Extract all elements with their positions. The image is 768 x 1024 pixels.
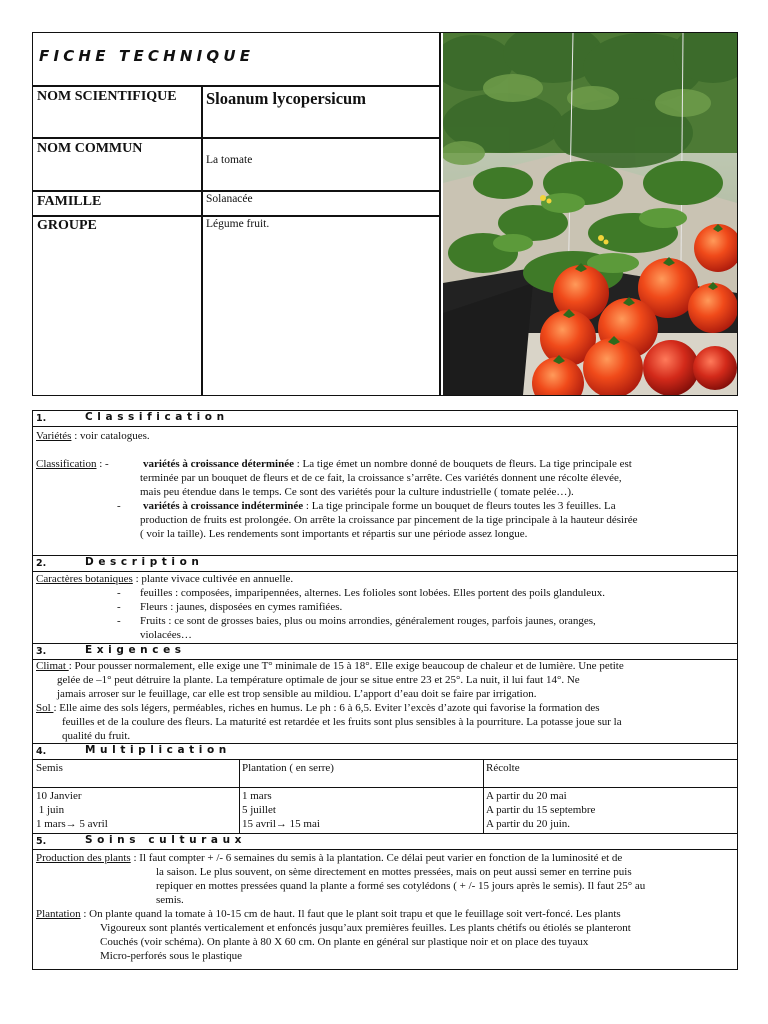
row-divider (33, 85, 439, 87)
table-header-divider (33, 787, 737, 788)
varietes-line (36, 429, 150, 443)
determinate-line: terminée par un bouquet de fleurs et de ce fait, la croissance s’arrête. Ces variétés donnent une récolte élevée, (140, 472, 622, 484)
section-header-exigences (33, 644, 737, 660)
sol-line: feuilles et de la coulure des fleurs. La maturité est retardée et les fruits sont plus sensibles à la pourriture. La potasse joue sur la (62, 716, 622, 728)
table-cell: A partir du 20 juin. (486, 818, 571, 830)
indeterminate-title: variétés à croissance indéterminée (143, 500, 304, 512)
column-header-recolte: Récolte (486, 762, 520, 774)
list-item: Fruits : ce sont de grosses baies, plus ou moins arrondies, généralement rouges, parfois jaunes, oranges, (140, 615, 596, 627)
indeterminate-line (143, 499, 616, 513)
scientific-name-label: NOM SCIENTIFIQUE (37, 89, 177, 104)
group-value: Légume fruit. (206, 218, 270, 230)
production-line: semis. (156, 894, 184, 906)
determinate-text: : La tige émet un nombre donné de bouquets de fleurs. La tige principale est (294, 458, 632, 470)
plantation-line (36, 907, 621, 921)
section-number: 1. (36, 413, 47, 424)
row-divider (33, 215, 439, 217)
table-cell: A partir du 20 mai (486, 790, 567, 802)
table-cell: 1 juin (36, 804, 65, 816)
determinate-line (143, 457, 632, 471)
bullet-dash: - (117, 587, 121, 599)
climat-line (36, 659, 624, 673)
header-table (32, 32, 738, 396)
section-title: Exigences (85, 644, 186, 656)
varietes-label: Variétés (36, 430, 72, 442)
indeterminate-line: ( voir la taille). Les rendements sont importants et répartis sur une période assez longue. (140, 528, 528, 540)
determinate-title: variétés à croissance déterminée (143, 458, 294, 470)
family-value: Solanacée (206, 193, 253, 205)
section-number: 4. (36, 746, 47, 757)
classification-dash: : - (96, 458, 109, 470)
section-number: 2. (36, 558, 47, 569)
row-divider (33, 137, 439, 139)
list-item-continuation: violacées… (140, 629, 192, 641)
row-divider (33, 190, 439, 192)
plantation-label: Plantation (36, 908, 81, 920)
list-item: feuilles : composées, imparipennées, alternes. Les folioles sont lobées. Elles portent des poils glanduleux. (140, 587, 605, 599)
botanical-label: Caractères botaniques (36, 573, 133, 585)
botanical-intro: : plante vivace cultivée en annuelle. (132, 573, 294, 585)
bullet-dash: - (117, 615, 121, 627)
tomato-plant-photo (443, 33, 737, 395)
section-title: Classification (85, 411, 229, 423)
list-item: Fleurs : jaunes, disposées en cymes ramifiées. (140, 601, 343, 613)
plantation-line: Couchés (voir schéma). On plante à 80 X 60 cm. On plante en général sur plastique noir et on place des tuyaux (100, 936, 589, 948)
climat-line: gelée de –1° peut détruire la plante. La température optimale de jour se situe entre 23 et 25°. La nuit, il lui faut 14°. Ne (57, 674, 580, 686)
scientific-name-value: Sloanum lycopersicum (206, 89, 366, 108)
table-cell: 1 mars (242, 790, 272, 802)
indeterminate-text: : La tige principale forme un bouquet de fleurs toutes les 3 feuilles. La (303, 500, 616, 512)
production-line: repiquer en mottes pressées quand la plante a formé ses cotylédons ( + /- 15 jours après le semis). Il faut 25° au (156, 880, 646, 892)
classification-line (36, 457, 109, 471)
production-text: : Il faut compter + /- 6 semaines du semis à la plantation. Ce délai peut varier en fonction de la luminosité et de (130, 852, 623, 864)
sol-text: : Elle aime des sols légers, perméables, riches en humus. Le ph : 6 à 6,5. Eviter l’excès d’azote qui favorise la formation des (53, 702, 600, 714)
section-number: 5. (36, 836, 47, 847)
group-label: GROUPE (37, 218, 97, 233)
varietes-text: : voir catalogues. (71, 430, 150, 442)
section-header-classification (33, 411, 737, 427)
section-title: Description (85, 556, 204, 568)
bullet-dash: - (117, 601, 121, 613)
indeterminate-line: production de fruits est prolongée. On arrête la croissance par pincement de la tige principale à la hauteur désirée (140, 514, 638, 526)
climat-line: jamais arroser sur le feuillage, car elle est trop sensible au mildiou. L’apport d’eau doit se faire par irrigation. (57, 688, 537, 700)
content-table (32, 410, 738, 970)
label-column-divider (201, 86, 203, 395)
section-number: 3. (36, 646, 47, 657)
table-cell: 1 mars→ 5 avril (36, 818, 108, 830)
section-title: Soins culturaux (85, 834, 247, 846)
photo-column-divider (439, 33, 441, 395)
botanical-line (36, 572, 293, 586)
table-cell: A partir du 15 septembre (486, 804, 596, 816)
sol-line (36, 701, 600, 715)
table-cell: 10 Janvier (36, 790, 82, 802)
sol-label: Sol (36, 702, 54, 714)
column-header-plantation: Plantation ( en serre) (242, 762, 334, 774)
table-cell: 15 avril→ 15 mai (242, 818, 320, 830)
family-label: FAMILLE (37, 194, 102, 209)
tomato-plant-illustration (443, 33, 737, 395)
section-header-soins (33, 834, 737, 850)
table-column-divider (483, 759, 484, 833)
common-name-label: NOM COMMUN (37, 141, 143, 156)
column-header-semis: Semis (36, 762, 63, 774)
section-title: Multiplication (85, 744, 231, 756)
plantation-text: : On plante quand la tomate à 10-15 cm de haut. Il faut que le plant soit trapu et que le feuillage soit vert-foncé. Les plants (80, 908, 621, 920)
climat-label: Climat (36, 660, 69, 672)
common-name-value: La tomate (206, 154, 253, 166)
section-header-multiplication (33, 744, 737, 760)
plantation-line: Micro-perforés sous le plastique (100, 950, 243, 962)
section-header-description (33, 556, 737, 572)
bullet-dash: - (117, 500, 121, 512)
sol-line: qualité du fruit. (62, 730, 131, 742)
classification-label: Classification (36, 458, 97, 470)
climat-text: : Pour pousser normalement, elle exige une T° minimale de 15 à 18°. Elle exige beaucoup de chaleur et de lumière. Une petite (68, 660, 624, 672)
production-line: la saison. Le plus souvent, on sème directement en mottes pressées, mais on peut aussi semer en terrine puis (156, 866, 632, 878)
determinate-line: mais peu étendue dans le temps. Ce sont des variétés pour la culture industrielle ( tomate pelée…). (140, 486, 574, 498)
document-title: FICHE TECHNIQUE (39, 47, 255, 65)
plantation-line: Vigoureux sont plantés verticalement et enfoncés jusqu’aux premières feuilles. Les plants chétifs ou étiolés se planteront (100, 922, 631, 934)
production-label: Production des plants (36, 852, 131, 864)
production-line (36, 851, 622, 865)
table-cell: 5 juillet (242, 804, 276, 816)
table-column-divider (239, 759, 240, 833)
